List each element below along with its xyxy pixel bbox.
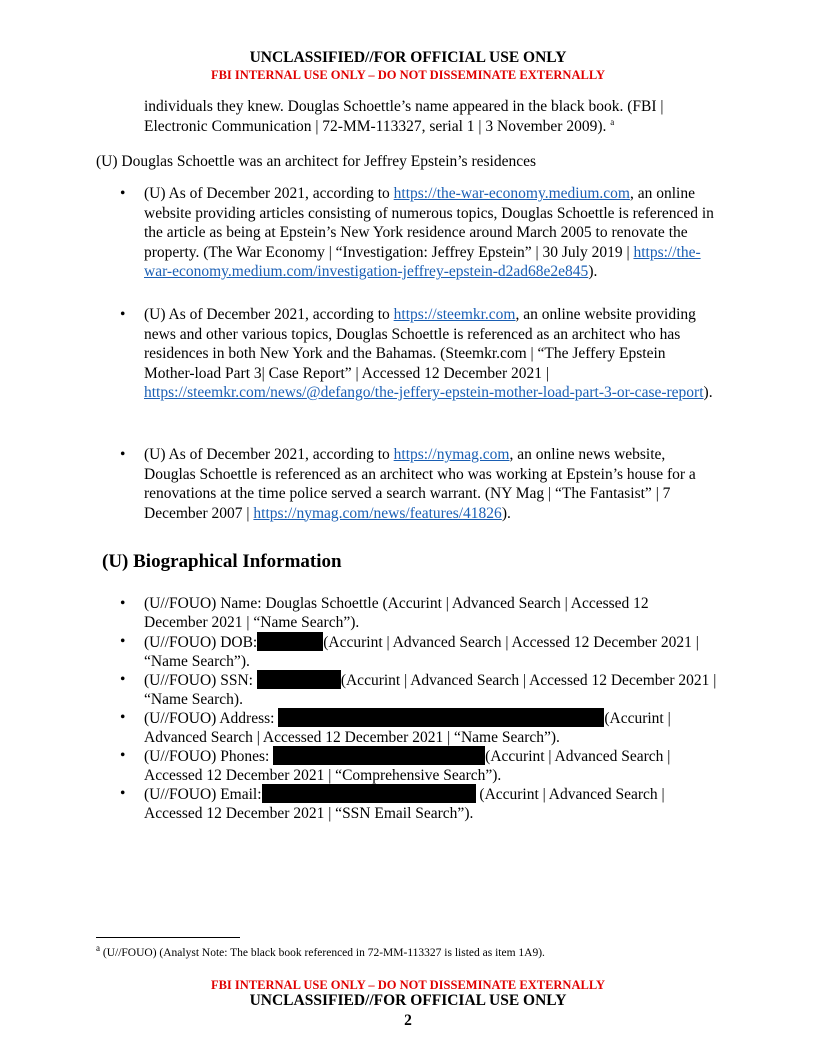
bullet-glyph: • [120, 709, 126, 726]
source-link-1[interactable]: https://the-war-economy.medium.com [393, 185, 630, 202]
intro-paragraph [144, 97, 744, 136]
redaction-block [278, 708, 604, 727]
bio-email-item: (U//FOUO) Email: (Accurint | Advanced Search | Accessed 12 December 2021 | “SSN Email Search”). [144, 786, 665, 822]
bio-phones-item: (U//FOUO) Phones: (Accurint | Advanced Search | Accessed 12 December 2021 | “Comprehensive Search”). [144, 748, 671, 784]
bullet-glyph: • [120, 785, 126, 802]
source-item-1: (U) As of December 2021, according to https://the-war-economy.medium.com, an online website providing articles consisting of numerous topics, Douglas Schoettle is referenced in the article as being at Epstein’s New York residence around March 2005 to renovate the property. (The War Economy | “Investigation: Jeffrey Epstein” | 30 July 2019 | https://the-war-economy.medium.com/investigation-jeffrey-epstein-d2ad68e2e845). [144, 185, 714, 280]
redaction-block [257, 632, 323, 651]
bullet-glyph: • [120, 185, 126, 202]
intro-line-2: Electronic Communication | 72-MM-113327, serial 1 | 3 November 2009). $^a$ [144, 116, 615, 135]
bullet-glyph: • [120, 446, 126, 463]
bullet-glyph: • [120, 306, 126, 323]
footnote-mark: a [96, 943, 100, 954]
bullet-glyph: • [120, 595, 126, 612]
section-statement: (U) Douglas Schoettle was an architect for Jeffrey Epstein’s residences [96, 153, 537, 170]
header-handling-caveat: FBI INTERNAL USE ONLY – DO NOT DISSEMINATE EXTERNALLY [210, 68, 606, 82]
source-link-2[interactable]: https://steemkr.com [393, 306, 516, 323]
redaction-block [257, 670, 341, 689]
footer-handling-caveat: FBI INTERNAL USE ONLY – DO NOT DISSEMINATE EXTERNALLY [210, 978, 606, 992]
source-ref-link-1[interactable]: https://the-war-economy.medium.com/investigation-jeffrey-epstein-d2ad68e2e845 [144, 243, 701, 280]
bullet-glyph: • [120, 671, 126, 688]
bio-ssn-item: (U//FOUO) SSN: (Accurint | Advanced Search | Accessed 12 December 2021 | “Name Search). [144, 672, 717, 708]
source-item-3: (U) As of December 2021, according to https://nymag.com, an online news website, Douglas Schoettle is referenced as an architect who was working at Epstein’s house for a renovations at the time police served a search warrant. (NY Mag | “The Fantasist” | 7 December 2007 | https://nymag.com/news/features/41826). [144, 446, 696, 522]
footnote: $^a$ (U//FOUO) (Analyst Note: The black book referenced in 72-MM-113327 is listed as item 1A9). [96, 943, 545, 959]
redaction-block [273, 746, 485, 765]
footer-classification: UNCLASSIFIED//FOR OFFICIAL USE ONLY [249, 992, 567, 1009]
source-item-2: (U) As of December 2021, according to https://steemkr.com, an online website providing news and other various topics, Douglas Schoettle is referenced as an architect who has residences in both New York and the Bahamas. (Steemkr.com | “The Jeffery Epstein Mother-load Part 3| Case Report” | Accessed 12 December 2021 | https://steemkr.com/news/@defango/the-jeffery-epstein-mother-load-part-3-or-case-report). [144, 306, 713, 401]
bullet-glyph: • [120, 747, 126, 764]
bullet-glyph: • [120, 633, 126, 650]
redaction-block [262, 784, 476, 803]
source-ref-link-3[interactable]: https://nymag.com/news/features/41826 [253, 504, 502, 522]
header-classification: UNCLASSIFIED//FOR OFFICIAL USE ONLY [249, 49, 567, 66]
intro-line-1: individuals they knew. Douglas Schoettle’s name appeared in the black book. (FBI | [144, 98, 664, 115]
page-number: 2 [404, 1012, 412, 1029]
source-ref-link-2[interactable]: https://steemkr.com/news/@defango/the-jeffery-epstein-mother-load-part-3-or-case-report [144, 384, 704, 401]
bio-address-item: (U//FOUO) Address: (Accurint | Advanced Search | Accessed 12 December 2021 | “Name Search”). [144, 710, 671, 746]
bio-name-item: (U//FOUO) Name: Douglas Schoettle (Accurint | Advanced Search | Accessed 12 December 2021 | “Name Search”). [144, 595, 649, 631]
footnote-reference[interactable]: a [610, 116, 615, 127]
bio-section-heading: (U) Biographical Information [102, 551, 342, 572]
footnote-separator [96, 937, 240, 938]
bio-dob-item: (U//FOUO) DOB: (Accurint | Advanced Search | Accessed 12 December 2021 | “Name Search”). [144, 634, 699, 670]
source-link-3[interactable]: https://nymag.com [393, 446, 510, 463]
